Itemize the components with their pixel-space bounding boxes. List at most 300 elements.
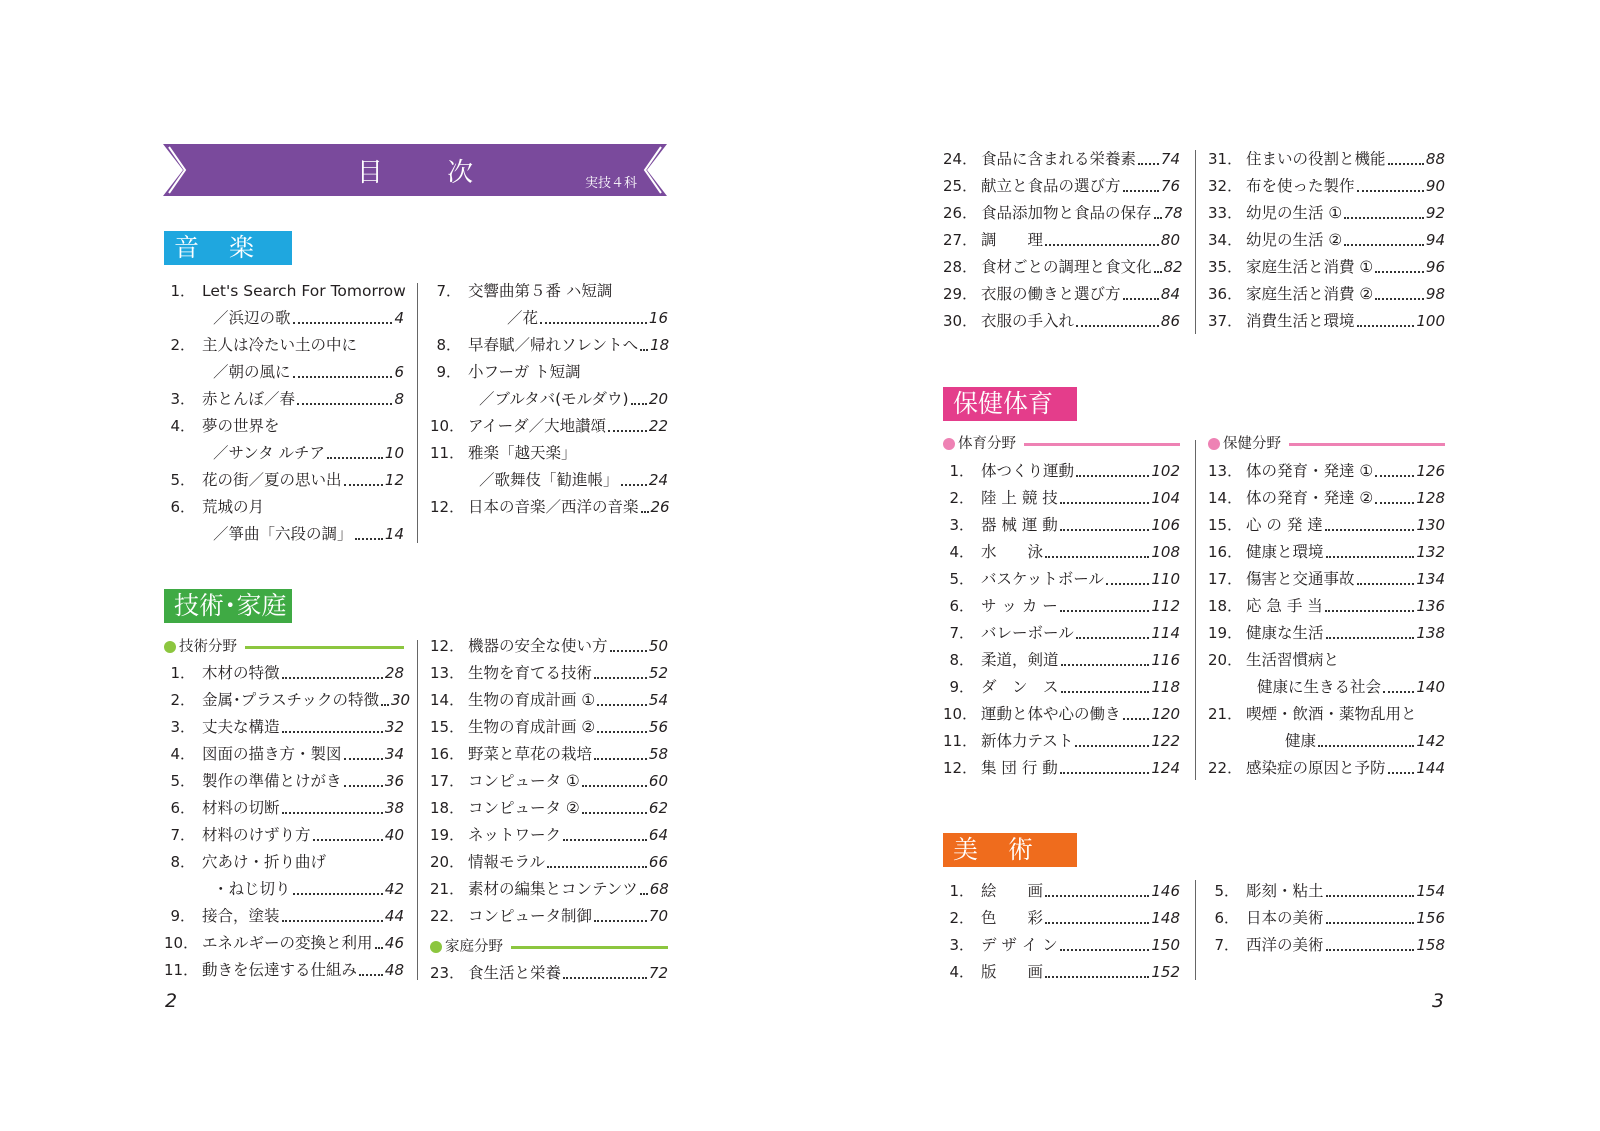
entry-number: 35． (1208, 258, 1243, 276)
toc-entry (430, 633, 668, 660)
entry-title: 体つくり運動 (981, 462, 1075, 480)
entry-page: 60 (648, 772, 668, 790)
entry-page: 20 (648, 390, 668, 408)
entry-title: 製作の準備とけがき (202, 772, 342, 790)
dot-leader (563, 822, 647, 841)
dot-leader (640, 876, 648, 895)
dot-leader (1076, 308, 1159, 327)
entry-page: 154 (1416, 882, 1445, 900)
entry-number: 21． (430, 880, 465, 898)
toc-entry (1208, 512, 1445, 539)
toc-entry (1208, 173, 1445, 200)
entry-number: 5． (170, 772, 195, 790)
toc-entry (1208, 905, 1445, 932)
toc-entry (430, 903, 668, 930)
entry-number: 1． (170, 664, 195, 682)
entry-title: 調 理 (981, 231, 1044, 249)
entry-page: 46 (384, 934, 404, 952)
entry-page: 78 (1163, 204, 1183, 222)
entry-page: 128 (1416, 489, 1445, 507)
entry-number: 6． (1214, 909, 1239, 927)
toc-entry (1208, 593, 1445, 620)
dot-leader (1060, 485, 1150, 504)
entry-number: 15． (430, 718, 465, 736)
entry-title: 心 の 発 達 (1246, 516, 1323, 534)
toc-entry (430, 467, 668, 494)
entry-page: 90 (1425, 177, 1445, 195)
toc-entry (1208, 701, 1445, 728)
entry-title: 機器の安全な使い方 (468, 637, 608, 655)
entry-page: 94 (1425, 231, 1445, 249)
entry-number: 22． (1208, 759, 1243, 777)
entry-number: 3． (170, 390, 195, 408)
dot-leader (1383, 674, 1414, 693)
page-number-left: 2 (165, 990, 178, 1012)
dot-leader (582, 768, 647, 787)
dot-leader (1123, 173, 1159, 192)
toc-entry (430, 960, 668, 987)
dot-leader (344, 741, 383, 760)
entry-title: 素材の編集とコンテンツ (468, 880, 638, 898)
toc-entry (430, 332, 668, 359)
dot-leader (293, 876, 383, 895)
entry-page: 138 (1416, 624, 1445, 642)
entry-page: 134 (1416, 570, 1445, 588)
dot-leader (610, 633, 647, 652)
entry-title: 材料のけずり方 (202, 826, 311, 844)
entry-page: 58 (648, 745, 668, 763)
entry-page: 100 (1416, 312, 1445, 330)
dot-leader (547, 849, 647, 868)
entry-page: 66 (648, 853, 668, 871)
entry-page: 8 (394, 390, 404, 408)
entry-number: 9． (170, 907, 195, 925)
dot-leader (297, 386, 392, 405)
entry-title: ／浜辺の歌 (213, 309, 291, 327)
dot-leader (282, 795, 383, 814)
entry-number: 22． (430, 907, 465, 925)
entry-number: 3． (170, 718, 195, 736)
entry-title: バスケットボール (981, 570, 1104, 588)
toc-entry (164, 305, 404, 332)
toc-title: 目 次 (356, 158, 502, 188)
entry-title: 衣服の働きと選び方 (981, 285, 1121, 303)
dot-leader (608, 413, 647, 432)
entry-title: Let's Search For Tomorrow (202, 282, 406, 300)
entry-number: 4． (170, 417, 195, 435)
toc-entry (943, 647, 1180, 674)
toc-entry (1208, 620, 1445, 647)
dot-leader (293, 305, 393, 324)
entry-page: 126 (1416, 462, 1445, 480)
entry-page: 108 (1151, 543, 1180, 561)
toc-entry (164, 741, 404, 768)
entry-title: デ ザ イ ン (981, 936, 1058, 954)
subhead-label: 保健分野 (1223, 436, 1281, 452)
divider (1195, 150, 1196, 334)
dot-leader (1325, 512, 1415, 531)
toc-entry (164, 494, 404, 521)
divider (1195, 440, 1196, 780)
entry-page: 54 (648, 691, 668, 709)
dot-leader (1045, 227, 1159, 246)
entry-number (430, 305, 507, 332)
entry-title: 荒城の月 (202, 498, 265, 516)
entry-title: 金属･プラスチックの特徴 (202, 691, 380, 709)
toc-entry (1208, 458, 1445, 485)
entry-title: 食材ごとの調理と食文化 (981, 258, 1152, 276)
entry-page: 22 (648, 417, 668, 435)
entry-number (164, 440, 213, 467)
bullet-icon (943, 438, 955, 450)
dot-leader (282, 714, 383, 733)
dot-leader (621, 467, 647, 486)
entry-title: ネットワーク (468, 826, 562, 844)
entry-page: 104 (1151, 489, 1180, 507)
toc-entry (164, 413, 404, 440)
toc-entry (164, 660, 404, 687)
toc-entry (1208, 254, 1445, 281)
entry-page: 118 (1151, 678, 1180, 696)
toc-entry (1208, 227, 1445, 254)
toc-entry (164, 903, 404, 930)
subhead-home (430, 935, 668, 959)
entry-number: 1． (170, 282, 195, 300)
entry-page: 34 (384, 745, 404, 763)
toc-entry (943, 227, 1180, 254)
entry-title: アイーダ／大地讃頌 (468, 417, 607, 435)
toc-entry (943, 512, 1180, 539)
toc-entry (943, 728, 1180, 755)
toc-entry (430, 876, 668, 903)
entry-page: 124 (1151, 759, 1180, 777)
entry-page: 12 (384, 471, 404, 489)
entry-number: 2． (949, 909, 974, 927)
dot-leader (631, 386, 647, 405)
entry-number: 14． (430, 691, 465, 709)
entry-title: 食生活と栄養 (468, 964, 562, 982)
entry-page: 132 (1416, 543, 1445, 561)
entry-page: 10 (384, 444, 404, 462)
entry-number: 14． (1208, 489, 1243, 507)
entry-title: 運動と体や心の働き (981, 705, 1121, 723)
entry-number: 15． (1208, 516, 1243, 534)
entry-title: ／花 (507, 309, 539, 327)
bullet-icon (1208, 438, 1220, 450)
entry-page: 114 (1151, 624, 1180, 642)
toc-entry (430, 386, 668, 413)
rule (511, 946, 668, 949)
entry-number: 10． (430, 417, 465, 435)
entry-title: 消費生活と環境 (1246, 312, 1355, 330)
toc-entry (430, 305, 668, 332)
entry-title: 雅楽「越天楽」 (468, 444, 577, 462)
entry-page: 30 (391, 691, 411, 709)
entry-number (1208, 674, 1257, 701)
entry-title: 丈夫な構造 (202, 718, 280, 736)
toc-entry (943, 200, 1183, 227)
dot-leader (1154, 254, 1162, 273)
entry-title: 衣服の手入れ (981, 312, 1075, 330)
dot-leader (359, 957, 383, 976)
toc-entry (430, 822, 668, 849)
dot-leader (1154, 200, 1162, 219)
entry-page: 150 (1151, 936, 1180, 954)
dot-leader (1045, 959, 1149, 978)
dot-leader (1045, 878, 1149, 897)
toc-entry (943, 308, 1180, 335)
toc-entry (1208, 674, 1445, 701)
entry-page: 26 (650, 498, 670, 516)
dot-leader (1061, 674, 1150, 693)
entry-title: 柔道，剣道 (981, 651, 1059, 669)
entry-page: 4 (394, 309, 404, 327)
dot-leader (1060, 593, 1150, 612)
entry-number: 13． (430, 664, 465, 682)
entry-page: 86 (1160, 312, 1180, 330)
dot-leader (594, 660, 647, 679)
entry-page: 110 (1151, 570, 1180, 588)
dot-leader (1375, 458, 1414, 477)
dot-leader (381, 687, 389, 706)
rule (1024, 443, 1180, 446)
section-art: 美 術 (943, 833, 1077, 867)
entry-number: 2． (170, 336, 195, 354)
entry-page: 158 (1416, 936, 1445, 954)
entry-number: 4． (949, 963, 974, 981)
dot-leader (1357, 566, 1415, 585)
entry-page: 92 (1425, 204, 1445, 222)
entry-title: 赤とんぼ／春 (202, 390, 296, 408)
toc-entry (430, 741, 668, 768)
entry-number: 23． (430, 964, 465, 982)
dot-leader (1326, 878, 1415, 897)
entry-title: ／朝の風に (213, 363, 291, 381)
entry-number: 8． (436, 336, 461, 354)
entry-number: 21． (1208, 705, 1243, 723)
dot-leader (327, 440, 383, 459)
dot-leader (1388, 755, 1415, 774)
toc-entry (1208, 539, 1445, 566)
entry-title: サ ッ カ ー (981, 597, 1058, 615)
toc-entry (430, 413, 668, 440)
entry-title: 西洋の美術 (1246, 936, 1324, 954)
toc-entry (430, 660, 668, 687)
toc-entry (943, 932, 1180, 959)
dot-leader (1060, 755, 1150, 774)
dot-leader (1076, 458, 1149, 477)
dot-leader (1344, 200, 1424, 219)
entry-title: 生物の育成計画 ① (468, 691, 596, 709)
entry-title: 穴あけ・折り曲げ (202, 853, 327, 871)
toc-entry (164, 930, 404, 957)
toc-entry (164, 795, 404, 822)
toc-entry (1208, 755, 1445, 782)
dot-leader (594, 741, 647, 760)
dot-leader (1106, 566, 1149, 585)
toc-entry (943, 959, 1180, 986)
entry-title: 健康に生きる社会 (1257, 678, 1382, 696)
toc-entry (1208, 308, 1445, 335)
entry-title: 新体力テスト (981, 732, 1074, 750)
entry-page: 102 (1151, 462, 1180, 480)
entry-title: 版 画 (981, 963, 1044, 981)
dot-leader (1325, 593, 1415, 612)
toc-entry (164, 714, 404, 741)
entry-number: 32． (1208, 177, 1243, 195)
entry-page: 38 (384, 799, 404, 817)
dot-leader (355, 521, 383, 540)
entry-title: 水 泳 (981, 543, 1044, 561)
entry-number: 18． (1208, 597, 1243, 615)
toc-entry (943, 905, 1180, 932)
entry-title: 図面の描き方・製図 (202, 745, 342, 763)
entry-title: ・ねじ切り (213, 880, 291, 898)
entry-number: 6． (949, 597, 974, 615)
subhead-label: 技術分野 (179, 639, 237, 655)
entry-page: 142 (1416, 732, 1445, 750)
entry-number: 8． (170, 853, 195, 871)
entry-number: 9． (436, 363, 461, 381)
toc-entry (430, 768, 668, 795)
entry-title: 感染症の原因と予防 (1246, 759, 1386, 777)
entry-title: 家庭生活と消費 ② (1246, 285, 1374, 303)
dot-leader (1326, 620, 1415, 639)
entry-number: 36． (1208, 285, 1243, 303)
entry-page: 88 (1425, 150, 1445, 168)
entry-number: 16． (430, 745, 465, 763)
entry-title: 家庭生活と消費 ① (1246, 258, 1374, 276)
entry-number: 27． (943, 231, 978, 249)
entry-page: 6 (394, 363, 404, 381)
toc-entry (943, 539, 1180, 566)
entry-page: 44 (384, 907, 404, 925)
entry-page: 98 (1425, 285, 1445, 303)
rule (1289, 443, 1445, 446)
entry-number: 6． (170, 799, 195, 817)
entry-title: 夢の世界を (202, 417, 280, 435)
toc-entry (943, 281, 1180, 308)
entry-title: 幼児の生活 ① (1246, 204, 1343, 222)
dot-leader (1357, 308, 1415, 327)
entry-title: ／サンタ ルチア (213, 444, 326, 462)
entry-number: 7． (170, 826, 195, 844)
entry-number: 33． (1208, 204, 1243, 222)
entry-title: 接合，塗装 (202, 907, 280, 925)
toc-entry (164, 822, 404, 849)
entry-page: 116 (1151, 651, 1180, 669)
subhead-tech (164, 635, 404, 659)
entry-page: 74 (1160, 150, 1180, 168)
entry-number: 8． (949, 651, 974, 669)
entry-title: 生物の育成計画 ② (468, 718, 596, 736)
dot-leader (1326, 539, 1415, 558)
toc-entry (1208, 485, 1445, 512)
entry-number: 4． (170, 745, 195, 763)
toc-entry (943, 254, 1183, 281)
entry-title: 応 急 手 当 (1246, 597, 1323, 615)
entry-number: 7． (1214, 936, 1239, 954)
subhead-health (1208, 432, 1445, 456)
entry-page: 146 (1151, 882, 1180, 900)
entry-title: 幼児の生活 ② (1246, 231, 1343, 249)
entry-page: 32 (384, 718, 404, 736)
entry-title: 喫煙・飲酒・薬物乱用と (1246, 705, 1417, 723)
entry-title: 器 械 運 動 (981, 516, 1058, 534)
entry-number: 37． (1208, 312, 1243, 330)
entry-number: 5． (949, 570, 974, 588)
entry-number: 5． (170, 471, 195, 489)
dot-leader (1326, 932, 1415, 951)
entry-title: 日本の美術 (1246, 909, 1324, 927)
entry-page: 50 (648, 637, 668, 655)
entry-number: 3． (949, 936, 974, 954)
toc-entry (164, 386, 404, 413)
toc-entry (1208, 146, 1445, 173)
entry-page: 80 (1160, 231, 1180, 249)
entry-title: 体の発育・発達 ① (1246, 462, 1374, 480)
entry-page: 48 (384, 961, 404, 979)
entry-page: 96 (1425, 258, 1445, 276)
entry-number: 7． (949, 624, 974, 642)
toc-entry (943, 878, 1180, 905)
dot-leader (1375, 485, 1414, 504)
entry-number: 26． (943, 204, 978, 222)
entry-title: 花の街／夏の思い出 (202, 471, 342, 489)
entry-title: 早春賦／帰れソレントへ (468, 336, 639, 354)
entry-title: ／ブルタバ(モルダウ) (479, 390, 629, 408)
dot-leader (1326, 905, 1415, 924)
toc-entry (430, 849, 668, 876)
entry-number: 10． (164, 934, 199, 952)
bullet-icon (164, 641, 176, 653)
dot-leader (344, 768, 383, 787)
entry-title: エネルギーの変換と利用 (202, 934, 373, 952)
entry-number (430, 467, 479, 494)
entry-number: 9． (949, 678, 974, 696)
toc-entry (1208, 200, 1445, 227)
dot-leader (344, 467, 383, 486)
entry-page: 68 (649, 880, 669, 898)
entry-number: 30． (943, 312, 978, 330)
entry-title: ／箏曲「六段の調」 (213, 525, 353, 543)
entry-number: 11． (164, 961, 199, 979)
entry-page: 18 (650, 336, 670, 354)
entry-number: 17． (430, 772, 465, 790)
entry-number: 16． (1208, 543, 1243, 561)
divider (1195, 880, 1196, 980)
dot-leader (540, 305, 647, 324)
dot-leader (282, 903, 383, 922)
entry-number: 20． (430, 853, 465, 871)
entry-page: 28 (384, 664, 404, 682)
dot-leader (597, 714, 647, 733)
entry-number: 19． (1208, 624, 1243, 642)
entry-page: 82 (1163, 258, 1183, 276)
toc-entry (943, 755, 1180, 782)
toc-entry (430, 440, 668, 467)
entry-title: 健康な生活 (1246, 624, 1324, 642)
entry-number (1208, 728, 1285, 755)
entry-title: 木材の特徴 (202, 664, 280, 682)
entry-number: 34． (1208, 231, 1243, 249)
entry-page: 112 (1151, 597, 1180, 615)
entry-page: 56 (648, 718, 668, 736)
toc-subtitle: 実技４科 (584, 176, 637, 191)
dot-leader (1060, 932, 1150, 951)
entry-title: 食品添加物と食品の保存 (981, 204, 1152, 222)
toc-entry (430, 278, 668, 305)
